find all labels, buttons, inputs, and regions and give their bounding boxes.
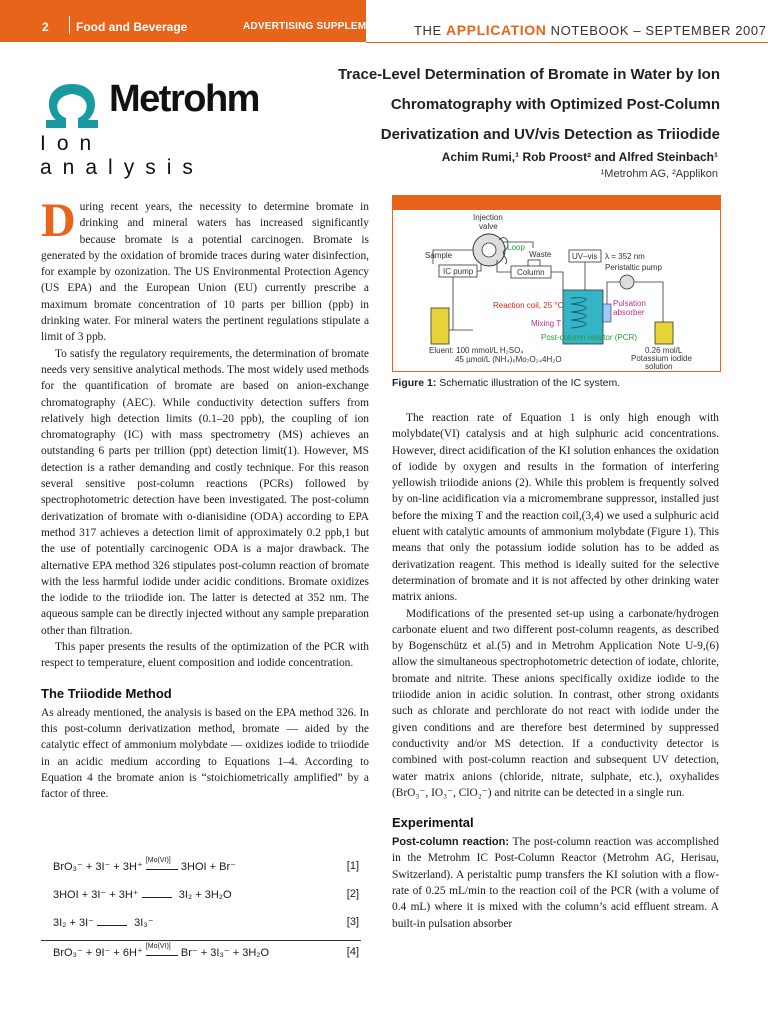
- right-column: [392, 410, 719, 932]
- section-heading: Experimental: [392, 815, 474, 831]
- equation-number: [2]: [346, 888, 359, 900]
- equation: 3I₂ + 3I⁻ 3I₃⁻ [3]: [53, 916, 359, 929]
- runin-heading: Post-column reaction:: [392, 836, 509, 849]
- title-line: Derivatization and UV/vis Detection as Triiodide: [380, 126, 720, 143]
- equation-number: [4]: [346, 946, 359, 958]
- reaction-arrow: [146, 869, 178, 870]
- label-injection: Injection: [473, 213, 503, 222]
- label-pcr: Post-column reactor (PCR): [541, 333, 638, 342]
- body-paragraph: As already mentioned, the analysis is based on the EPA method 326. In this post-column derivatization method, bromate — aided by the catalytic effect of ammonium molybdate — oxidizes iodide to triiodide in an acidic medium according to Equations 1–4. According to Equation 4 the bromate anion is “stoichiometrically amplified” by a factor of three.: [41, 706, 369, 801]
- title-line: Trace-Level Determination of Bromate in Water by Ion: [337, 66, 720, 83]
- title-line: Chromatography with Optimized Post-Column: [390, 96, 720, 113]
- label-eluent-2: 45 µmol/L (NH₄)₆Mo₇O₂₄4H₂O: [455, 355, 562, 364]
- equation-catalyst: [Mo(VI)]: [145, 943, 171, 950]
- label-peri-pump: Peristaltic pump: [605, 263, 662, 272]
- page-number: 2: [42, 20, 49, 34]
- label-wavelength: λ = 352 nm: [605, 252, 645, 261]
- supplement-label: ADVERTISING SUPPLEMENT: [243, 21, 387, 32]
- label-ki-1: 0.26 mol/L: [645, 346, 683, 355]
- intro-paragraph: During recent years, the necessity to determine bromate in drinking and mineral waters has increased significantly because bromate is a potential carcinogen. Bromate is generated by the oxidation of bromide traces during water disinfection, for example by ozonization. The US Environmental Protection Agency (US EPA) and the European Union (EU) currently prescribe a maximum bromate concentration of 10 parts per billion (ppb) in drinking water. For mineral waters the pertinent regulations stipulate a limit of 3 ppb.: [41, 194, 369, 344]
- peristaltic-pump: [620, 275, 634, 289]
- label-pulsation: Pulsation: [613, 299, 646, 308]
- journal-highlight: APPLICATION: [446, 22, 547, 38]
- left-column: [41, 194, 369, 802]
- label-ki-3: solution: [645, 362, 673, 371]
- reaction-arrow: [146, 955, 178, 956]
- label-loop: Loop: [507, 243, 525, 252]
- body-paragraph: The reaction rate of Equation 1 is only high enough with molybdate(VI) catalysis and at high sulphuric acid concentrations. However, direct acidification of the KI solution enhances the oxidation of iodide by oxygen and results in the formation of interfering yellowish triiodide anions (2). While this problem is frequently solved by on-line acidification via a micromembrane suppressor, installed just before the mixing T and the reaction coil,(3,4) we used a sulphuric acid eluent with catalytic amounts of ammonium molybdate (Figure 1). This means that only the potassium iodide solution has to be added as derivatization reagent. This method is ideally suited for the selective determination of bromate and it is not affected by other drinking water matrix anions.: [392, 412, 719, 604]
- equation: 3HOI + 3I⁻ + 3H⁺ 3I₂ + 3H₂O [2]: [53, 888, 359, 901]
- figure-band: [393, 196, 720, 210]
- body-paragraph: Modifications of the presented set-up using a carbonate/hydrogen carbonate eluent and two different post-column reagents, as described by Bogenschütz et al.(5) and in Metrohm Application Note U-9,(6) allow the simultaneous spectrophotometric detection of iodate, chlorite, bromate and nitrite. These anions specifically oxidize iodide to the triiodide anion in acidic solution. In contrast, other strong oxidants such as chlorate and perchlorate do not react with iodide under the given conditions and are therefore best determined by suppressed conductivity and/or MS detection. If a conductivity detector is combined with post-column reaction and subsequent UV detection, water matrix anions (chloride, nitrate, sulphate, etc.), oxyhalides (BrO₃⁻, IO₃⁻, ClO₂⁻) and nitrite can be detected in a single run.: [392, 607, 719, 799]
- equation-number: [1]: [346, 860, 359, 872]
- reaction-arrow: [142, 897, 172, 898]
- article-authors: Achim Rumi,¹ Rob Proost² and Alfred Steinbach¹: [441, 150, 718, 164]
- ic-system-schematic: [393, 210, 720, 371]
- equation-catalyst: [Mo(VI)]: [145, 857, 171, 864]
- figure-1: [392, 195, 721, 372]
- label-column: Column: [517, 268, 545, 277]
- label-sample: Sample: [425, 251, 453, 260]
- label-mixing: Mixing T: [531, 319, 562, 328]
- label-uv: UV–vis: [572, 252, 598, 261]
- body-paragraph: This paper presents the results of the optimization of the PCR with respect to temperature, eluent composition and iodide concentration.: [41, 641, 369, 670]
- eluent-bottle: [431, 308, 449, 344]
- logo-tagline: Ion analysis: [40, 132, 204, 179]
- section-name: Food and Beverage: [76, 20, 188, 34]
- equation-number: [3]: [346, 916, 359, 928]
- body-paragraph: Post-column reaction: The post-column reaction was accomplished in the Metrohm IC Post-Column Reactor (Metrohm AG, Herisau, Switzerland). A peristaltic pump transfers the KI solution with a flow-rate of 0.25 mL/min to the reaction coil of the PCR (with a volume of 0.4 mL) where it is mixed with the column’s acid effluent stream. A built-in pulsation absorber: [392, 836, 719, 930]
- header-rule: [366, 42, 768, 43]
- label-valve: valve: [479, 222, 498, 231]
- label-eluent-1: Eluent: 100 mmol/L H₂SO₄: [429, 346, 524, 355]
- ki-bottle: [655, 322, 673, 344]
- section-heading: The Triiodide Method: [41, 685, 172, 701]
- article-affiliations: ¹Metrohm AG, ²Applikon: [600, 168, 718, 180]
- pulsation-absorber: [603, 304, 611, 322]
- equation-rule: [41, 940, 361, 941]
- equation: BrO₃⁻ + 9I⁻ + 6H⁺ [Mo(VI)] Br⁻ + 3I₃⁻ + 3H₂O [4]: [53, 943, 359, 959]
- reaction-arrow: [97, 925, 127, 926]
- article-title: [300, 60, 720, 150]
- label-absorber: absorber: [613, 308, 645, 317]
- label-ic-pump: IC pump: [443, 267, 474, 276]
- label-reaction-coil: Reaction coil, 25 °C: [493, 301, 564, 310]
- label-waste: Waste: [529, 250, 552, 259]
- journal-title: THE APPLICATION NOTEBOOK – SEPTEMBER 2007: [414, 22, 767, 38]
- drop-cap: D: [41, 194, 76, 247]
- label-ki-2: Potassium iodide: [631, 354, 692, 363]
- equation: BrO₃⁻ + 3I⁻ + 3H⁺ [Mo(VI)] 3HOI + Br⁻ [1]: [53, 857, 359, 873]
- metrohm-logo: [40, 78, 280, 179]
- body-paragraph: To satisfy the regulatory requirements, the determination of bromate needs very sensitive analytical methods. The most widely used methods for the quantification of bromate are based on anion-exchange chromatography (AEC). While conductivity detection suffers from relatively high detection limits (0.1–20 ppb), the coupling of ion chromatography (IC) with mass spectrometry (MS) achieves an outstanding 6 parts per trillion (ppt) detection limit(1). However, MS detection is a rather demanding and costly technique. For this reason several sensitive post-column reactions (PCRs) followed by spectrophotometric detection have been investigated. The post-column derivatization of bromate with o-dianisidine (ODA) according to EPA method 317 achieves a detection limit of approximately 0.2 ppb,1 but the use of potentially carcinogenic ODA is a major drawback. The alternative EPA method 326 stipulates post-column reaction of bromate with the less harmful iodide under acidic conditions. Bromate oxidizes the iodide to the triiodide ion. The latter is detected at 352 nm. The aqueous sample can be directly injected without any sample preparation other than filtration.: [41, 347, 369, 637]
- header-separator: [69, 16, 70, 34]
- logo-wordmark: Metrohm: [109, 78, 259, 120]
- figure-caption: Figure 1: Schematic illustration of the IC system.: [392, 377, 621, 389]
- omega-icon: [40, 80, 104, 130]
